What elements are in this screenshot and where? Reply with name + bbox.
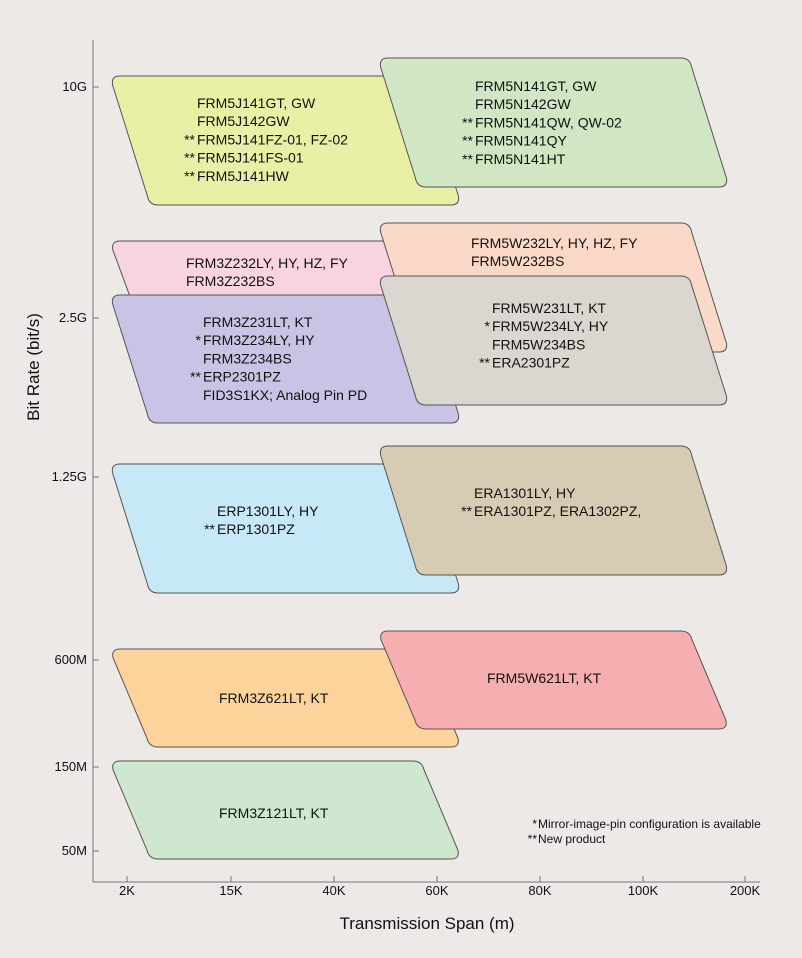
- product-model: ERA1301LY, HY: [474, 485, 576, 501]
- product-model: FRM3Z232BS: [186, 273, 275, 290]
- product-box-frm3z121: [113, 761, 459, 859]
- product-model: FRM3Z621LT, KT: [219, 690, 329, 706]
- x-tick-label: 2K: [119, 883, 135, 898]
- y-axis-title: Bit Rate (bit/s): [24, 313, 43, 421]
- product-model: FRM5J141FZ-01, FZ-02: [197, 131, 348, 148]
- x-tick-label: 200K: [729, 883, 761, 898]
- product-model: FRM5J141GT, GW: [197, 95, 316, 111]
- product-model: FID3S1KX; Analog Pin PD: [203, 386, 368, 403]
- product-marker: **: [184, 149, 195, 166]
- product-model: FRM5W621LT, KT: [487, 670, 602, 686]
- product-model: ERP2301PZ: [203, 368, 281, 385]
- x-tick-label: 15K: [219, 883, 243, 898]
- product-marker: *: [195, 332, 201, 349]
- product-model: FRM3Z231LT, KT: [203, 314, 313, 330]
- product-marker: **: [462, 132, 473, 149]
- x-axis-title: Transmission Span (m): [339, 914, 515, 933]
- product-model: FRM5W232LY, HY, HZ, FY: [471, 235, 638, 251]
- note-text: Mirror-image-pin configuration is available: [538, 817, 761, 831]
- x-tick-label: 40K: [322, 883, 346, 898]
- product-marker: **: [190, 368, 201, 385]
- x-tick-label: 60K: [425, 883, 449, 898]
- product-model: FRM3Z232LY, HY, HZ, FY: [186, 255, 348, 271]
- y-axis-ticks: [52, 79, 99, 858]
- product-marker: **: [462, 150, 473, 167]
- product-model: FRM5J141FS-01: [197, 149, 304, 166]
- product-model: ERA1301PZ, ERA1302PZ,: [474, 503, 642, 520]
- product-model: FRM3Z234BS: [203, 350, 292, 367]
- product-model: FRM5N141GT, GW: [475, 78, 597, 94]
- product-marker: **: [461, 503, 472, 520]
- footnotes: [528, 817, 761, 846]
- product-model: FRM5N141HT: [475, 150, 566, 167]
- x-tick-label: 100K: [627, 883, 659, 898]
- product-model: FRM3Z121LT, KT: [219, 805, 329, 821]
- product-model: ERP1301LY, HY: [217, 503, 319, 519]
- product-model: FRM3Z234LY, HY: [203, 332, 315, 349]
- y-tick-label: 10G: [62, 79, 87, 94]
- product-model: FRM5W231LT, KT: [492, 300, 607, 316]
- product-model: FRM5J142GW: [197, 113, 290, 130]
- product-marker: **: [479, 354, 490, 371]
- product-model: FRM5J141HW: [197, 167, 289, 184]
- product-model: FRM5N142GW: [475, 96, 571, 113]
- product-model: ERA2301PZ: [492, 354, 570, 371]
- product-marker: **: [462, 114, 473, 131]
- product-model: ERP1301PZ: [217, 521, 295, 538]
- product-boxes: [112, 58, 726, 859]
- product-model: FRM5W234BS: [492, 336, 586, 353]
- note-marker: **: [527, 832, 537, 846]
- note-text: New product: [538, 832, 606, 846]
- product-marker: **: [184, 131, 195, 148]
- x-tick-label: 80K: [528, 883, 552, 898]
- product-model: FRM5N141QY: [475, 132, 567, 149]
- x-axis-ticks: [119, 876, 760, 898]
- note-marker: *: [532, 817, 537, 831]
- y-tick-label: 1.25G: [51, 469, 87, 484]
- product-marker: **: [184, 167, 195, 184]
- y-tick-label: 600M: [54, 652, 87, 667]
- product-model: FRM5N141QW, QW-02: [475, 114, 622, 131]
- product-marker: *: [484, 318, 490, 335]
- product-box-era1301: [380, 446, 726, 575]
- y-tick-label: 50M: [61, 843, 87, 858]
- y-tick-label: 2.5G: [58, 310, 87, 325]
- y-tick-label: 150M: [54, 759, 87, 774]
- product-box-frm5w621: [381, 631, 727, 729]
- product-box-frm5n141: [380, 58, 726, 187]
- product-model: FRM5W234LY, HY: [492, 318, 609, 335]
- product-box-frm5w231: [380, 276, 726, 405]
- product-marker: **: [204, 521, 215, 538]
- product-model: FRM5W232BS: [471, 253, 565, 270]
